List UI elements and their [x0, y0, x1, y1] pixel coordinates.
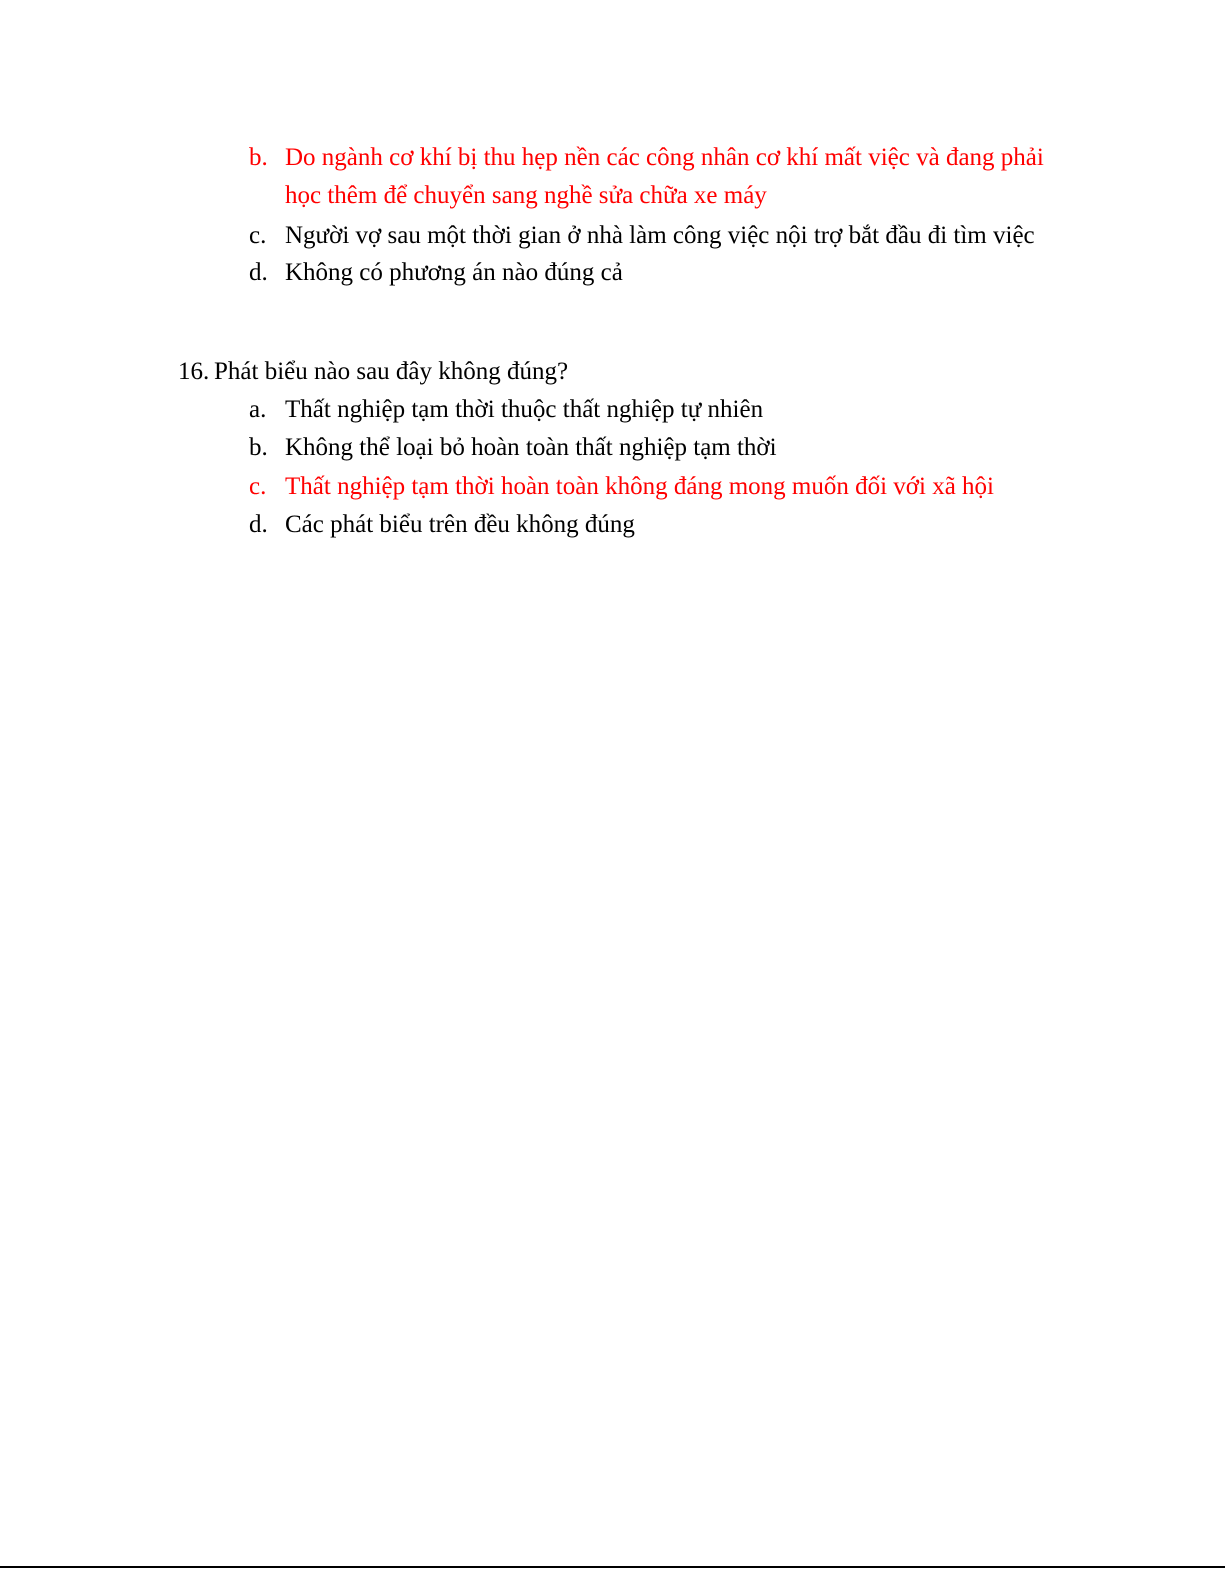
q16-option-a-text: Thất nghiệp tạm thời thuộc thất nghiệp tự nhiên — [285, 396, 764, 423]
question-16-text: Phát biểu nào sau đây không đúng? — [214, 358, 569, 385]
q16-option-b-marker: b. — [249, 434, 268, 461]
prev-option-d-text: Không có phương án nào đúng cả — [285, 259, 623, 286]
prev-option-b-text-line2: học thêm để chuyển sang nghề sửa chữa xe máy — [285, 182, 767, 209]
q16-option-d-text: Các phát biểu trên đều không đúng — [285, 511, 635, 538]
question-16-number: 16. — [178, 358, 210, 385]
q16-option-c-marker: c. — [249, 473, 267, 500]
q16-option-c-text: Thất nghiệp tạm thời hoàn toàn không đáng mong muốn đối với xã hội — [285, 473, 994, 500]
prev-option-c-text: Người vợ sau một thời gian ở nhà làm công việc nội trợ bắt đầu đi tìm việc — [285, 222, 1035, 249]
prev-option-c-marker: c. — [249, 222, 267, 249]
q16-option-d-marker: d. — [249, 511, 268, 538]
page-bottom-border — [0, 1566, 1225, 1568]
prev-option-b-marker: b. — [249, 144, 268, 171]
prev-option-d-marker: d. — [249, 259, 268, 286]
q16-option-b-text: Không thể loại bỏ hoàn toàn thất nghiệp tạm thời — [285, 434, 777, 461]
prev-option-b-text-line1: Do ngành cơ khí bị thu hẹp nền các công nhân cơ khí mất việc và đang phải — [285, 144, 1044, 171]
q16-option-a-marker: a. — [249, 396, 267, 423]
